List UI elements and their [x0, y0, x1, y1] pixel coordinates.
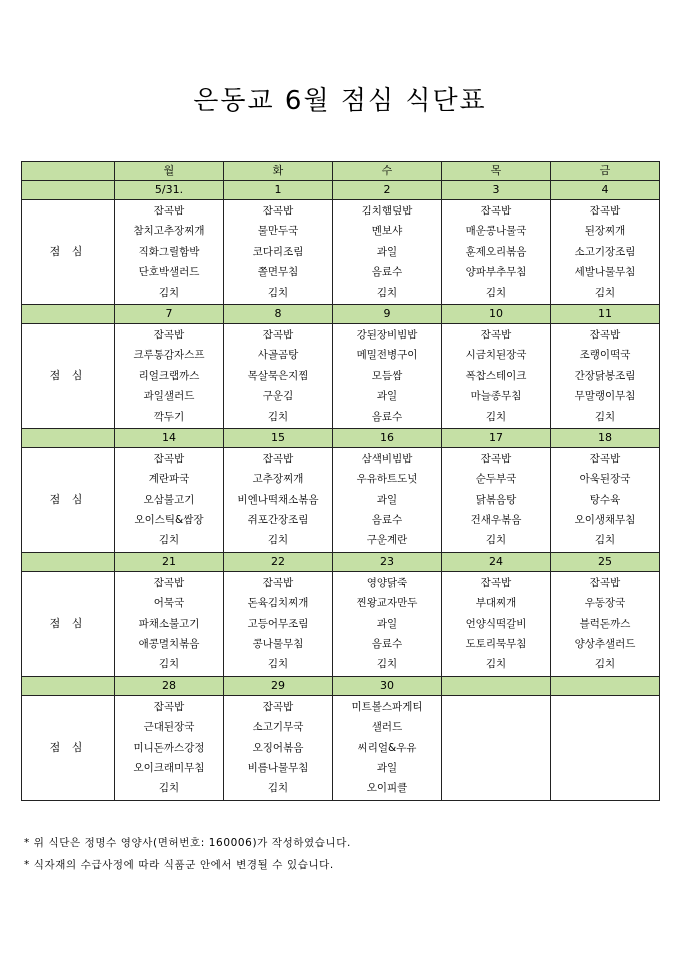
menu-row [22, 323, 660, 428]
dish-item: 멘보샤 [371, 225, 403, 238]
dish-item: 과일 [376, 493, 398, 506]
menu-cell [115, 571, 224, 676]
menu-cell [551, 695, 660, 800]
date-cell [442, 676, 551, 695]
dish-item: 오징어볶음 [252, 741, 304, 754]
day-header-cell: 목 [442, 162, 551, 181]
date-corner-cell [22, 552, 115, 571]
dish-item: 미트볼스파게티 [351, 700, 423, 713]
menu-cell [333, 695, 442, 800]
dish-item: 근대된장국 [143, 721, 195, 734]
dish-item: 쥐포간장조림 [247, 514, 309, 527]
dish-item: 우동장국 [584, 597, 626, 610]
dish-item: 김치 [376, 658, 398, 671]
dish-item: 매운콩나물국 [465, 225, 527, 238]
dish-item: 비름나물무침 [247, 761, 309, 774]
dish-item: 김치 [594, 286, 616, 299]
date-row [22, 181, 660, 200]
dish-item: 모듬쌈 [371, 369, 403, 382]
dish-item: 깍두기 [153, 410, 185, 423]
dish-item: 단호박샐러드 [138, 266, 200, 279]
date-cell: 10 [442, 304, 551, 323]
date-corner-cell [22, 181, 115, 200]
dish-item: 비엔나떡채소볶음 [237, 493, 319, 506]
dish-item: 돈육김치찌개 [247, 597, 309, 610]
menu-cell [442, 571, 551, 676]
dish-item: 물만두국 [257, 225, 299, 238]
dish-item: 탕수육 [589, 493, 621, 506]
dish-item: 사골곰탕 [257, 349, 299, 362]
dish-item: 삼색비빔밥 [361, 452, 413, 465]
date-cell: 30 [333, 676, 442, 695]
dish-item: 강된장비빔밥 [356, 328, 418, 341]
dish-item: 음료수 [371, 638, 403, 651]
date-cell: 5/31. [115, 181, 224, 200]
empty-line [551, 738, 659, 758]
dish-item: 김치 [267, 658, 289, 671]
dish-item: 애콩멸치볶음 [138, 638, 200, 651]
date-cell: 25 [551, 552, 660, 571]
dish-item: 간장닭봉조림 [574, 369, 636, 382]
date-row [22, 552, 660, 571]
dish-item: 잡곡밥 [153, 205, 185, 217]
date-cell: 15 [224, 428, 333, 447]
dish-item: 잡곡밥 [153, 328, 185, 341]
dish-item: 샐러드 [371, 721, 403, 734]
dish-item: 김치 [485, 658, 507, 671]
dish-item: 잡곡밥 [262, 328, 294, 341]
dish-item: 잡곡밥 [153, 700, 185, 713]
dish-item: 잡곡밥 [262, 205, 294, 217]
dish-item: 김치 [267, 410, 289, 423]
date-row [22, 304, 660, 323]
menu-cell [442, 200, 551, 305]
dish-item: 양상추샐러드 [574, 638, 636, 651]
date-cell: 8 [224, 304, 333, 323]
dish-item: 양파부추무침 [465, 266, 527, 279]
header-corner-cell [22, 162, 115, 181]
empty-line [551, 778, 659, 798]
date-cell: 24 [442, 552, 551, 571]
dish-item: 음료수 [371, 514, 403, 527]
dish-item: 찐왕교자만두 [356, 597, 418, 610]
empty-line [551, 717, 659, 737]
date-cell [551, 676, 660, 695]
menu-cell [224, 200, 333, 305]
footnotes [24, 832, 351, 876]
dish-item: 구운계란 [366, 534, 408, 547]
dish-item: 목살묵은지찜 [247, 369, 309, 382]
date-cell: 23 [333, 552, 442, 571]
dish-item: 우유하트도넛 [356, 473, 418, 486]
date-cell: 2 [333, 181, 442, 200]
dish-item: 오이크래미무침 [133, 761, 205, 774]
dish-item: 잡곡밥 [480, 328, 512, 341]
date-cell: 16 [333, 428, 442, 447]
menu-row [22, 695, 660, 800]
day-header-cell: 금 [551, 162, 660, 181]
dish-item: 김치 [158, 534, 180, 547]
dish-item: 파채소불고기 [138, 617, 200, 630]
date-cell: 9 [333, 304, 442, 323]
page-title: 은동교 6월 점심 식단표 [193, 86, 487, 116]
dish-item: 고추장찌개 [252, 473, 304, 486]
date-cell: 29 [224, 676, 333, 695]
date-cell: 18 [551, 428, 660, 447]
dish-item: 김치 [267, 782, 289, 795]
dish-item: 김치 [158, 286, 180, 299]
dish-item: 잡곡밥 [589, 205, 621, 217]
dish-item: 코다리조림 [252, 245, 304, 258]
dish-item: 과일 [376, 245, 398, 258]
empty-line [442, 738, 550, 758]
date-cell: 3 [442, 181, 551, 200]
dish-item: 음료수 [371, 410, 403, 423]
meal-label: 점 심 [22, 200, 115, 305]
dish-item: 순두부국 [475, 473, 517, 486]
dish-item: 닭볶음탕 [475, 493, 517, 506]
menu-cell [333, 200, 442, 305]
menu-cell [115, 323, 224, 428]
lunch-menu-table [21, 161, 660, 801]
menu-cell [224, 323, 333, 428]
menu-cell [333, 571, 442, 676]
menu-cell [333, 447, 442, 552]
dish-item: 잡곡밥 [589, 452, 621, 465]
dish-item: 영양닭죽 [366, 576, 408, 589]
dish-item: 잡곡밥 [589, 328, 621, 341]
dish-item: 콩나물무침 [252, 638, 304, 651]
dish-item: 오이피클 [366, 782, 408, 795]
dish-item: 과일 [376, 390, 398, 403]
empty-line [442, 697, 550, 717]
dish-item: 김치 [594, 534, 616, 547]
dish-item: 부대찌개 [475, 597, 517, 610]
meal-label: 점 심 [22, 695, 115, 800]
date-cell: 1 [224, 181, 333, 200]
dish-item: 김치햄덮밥 [361, 205, 413, 217]
dish-item: 세발나물무침 [574, 266, 636, 279]
dish-item: 리얼크랩까스 [138, 369, 200, 382]
menu-cell [115, 447, 224, 552]
dish-item: 잡곡밥 [262, 452, 294, 465]
menu-cell [115, 695, 224, 800]
dish-item: 잡곡밥 [480, 205, 512, 217]
dish-item: 김치 [158, 782, 180, 795]
dish-item: 쫄면무침 [257, 266, 299, 279]
dish-item: 과일 [376, 761, 398, 774]
dish-item: 참치고추장찌개 [133, 225, 205, 238]
date-cell: 22 [224, 552, 333, 571]
dish-item: 블럭돈까스 [579, 617, 631, 630]
dish-item: 김치 [376, 286, 398, 299]
dish-item: 과일 [376, 617, 398, 630]
dish-item: 김치 [158, 658, 180, 671]
dish-item: 조랭이떡국 [579, 349, 631, 362]
dish-item: 폭찹스테이크 [465, 369, 527, 382]
meal-label: 점 심 [22, 323, 115, 428]
menu-row [22, 447, 660, 552]
dish-item: 음료수 [371, 266, 403, 279]
dish-item: 소고기무국 [252, 721, 304, 734]
dish-item: 아욱된장국 [579, 473, 631, 486]
date-cell: 21 [115, 552, 224, 571]
menu-cell [224, 571, 333, 676]
date-cell: 14 [115, 428, 224, 447]
empty-line [551, 697, 659, 717]
dish-item: 시금치된장국 [465, 349, 527, 362]
dish-item: 김치 [267, 534, 289, 547]
dish-item: 잡곡밥 [153, 452, 185, 465]
date-corner-cell [22, 676, 115, 695]
menu-cell [224, 447, 333, 552]
menu-cell [551, 447, 660, 552]
menu-cell [442, 323, 551, 428]
dish-item: 메밀전병구이 [356, 349, 418, 362]
dish-item: 도토리묵무침 [465, 638, 527, 651]
dish-item: 잡곡밥 [480, 576, 512, 589]
dish-item: 언양식떡갈비 [465, 617, 527, 630]
date-cell: 28 [115, 676, 224, 695]
menu-cell [442, 695, 551, 800]
dish-item: 김치 [267, 286, 289, 299]
empty-line [442, 717, 550, 737]
date-cell: 11 [551, 304, 660, 323]
dish-item: 잡곡밥 [262, 576, 294, 589]
dish-item: 김치 [594, 658, 616, 671]
dish-item: 김치 [485, 534, 507, 547]
menu-row [22, 200, 660, 305]
dish-item: 구운김 [262, 390, 294, 403]
dish-item: 훈제오리볶음 [465, 245, 527, 258]
menu-cell [224, 695, 333, 800]
menu-cell [551, 323, 660, 428]
dish-item: 미니돈까스강정 [133, 741, 205, 754]
dish-item: 소고기장조림 [574, 245, 636, 258]
dish-item: 무말랭이무침 [574, 390, 636, 403]
day-header-cell: 수 [333, 162, 442, 181]
date-cell: 4 [551, 181, 660, 200]
empty-line [442, 778, 550, 798]
dish-item: 김치 [485, 410, 507, 423]
menu-cell [115, 200, 224, 305]
dish-item: 잡곡밥 [589, 576, 621, 589]
dish-item: 오이스틱&쌈장 [134, 514, 204, 527]
dish-item: 씨리얼&우유 [357, 741, 417, 754]
menu-cell [551, 571, 660, 676]
dish-item: 건새우볶음 [470, 514, 522, 527]
day-header-cell: 화 [224, 162, 333, 181]
empty-line [442, 758, 550, 778]
dish-item: 마늘종무침 [470, 390, 522, 403]
date-row [22, 428, 660, 447]
dish-item: 잡곡밥 [480, 452, 512, 465]
dish-item: 직화그릴함박 [138, 245, 200, 258]
meal-label: 점 심 [22, 447, 115, 552]
menu-cell [442, 447, 551, 552]
day-header-cell: 월 [115, 162, 224, 181]
menu-row [22, 571, 660, 676]
date-corner-cell [22, 428, 115, 447]
date-cell: 7 [115, 304, 224, 323]
footnote: * 식자재의 수급사정에 따라 식품군 안에서 변경될 수 있습니다. [24, 859, 334, 871]
day-header-row [22, 162, 660, 181]
dish-item: 김치 [485, 286, 507, 299]
dish-item: 된장찌개 [584, 225, 626, 238]
footnote: * 위 식단은 정명수 영양사(면허번호: 160006)가 작성하였습니다. [24, 837, 351, 849]
menu-cell [551, 200, 660, 305]
dish-item: 계란파국 [148, 473, 190, 486]
dish-item: 잡곡밥 [153, 576, 185, 589]
dish-item: 어묵국 [153, 597, 185, 610]
menu-cell [333, 323, 442, 428]
dish-item: 과일샐러드 [143, 390, 195, 403]
dish-item: 고등어무조림 [247, 617, 309, 630]
dish-item: 크루통감자스프 [133, 349, 205, 362]
date-row [22, 676, 660, 695]
date-corner-cell [22, 304, 115, 323]
date-cell: 17 [442, 428, 551, 447]
dish-item: 잡곡밥 [262, 700, 294, 713]
meal-label: 점 심 [22, 571, 115, 676]
dish-item: 김치 [594, 410, 616, 423]
empty-line [551, 758, 659, 778]
dish-item: 오삼불고기 [143, 493, 195, 506]
dish-item: 오이생채무침 [574, 514, 636, 527]
